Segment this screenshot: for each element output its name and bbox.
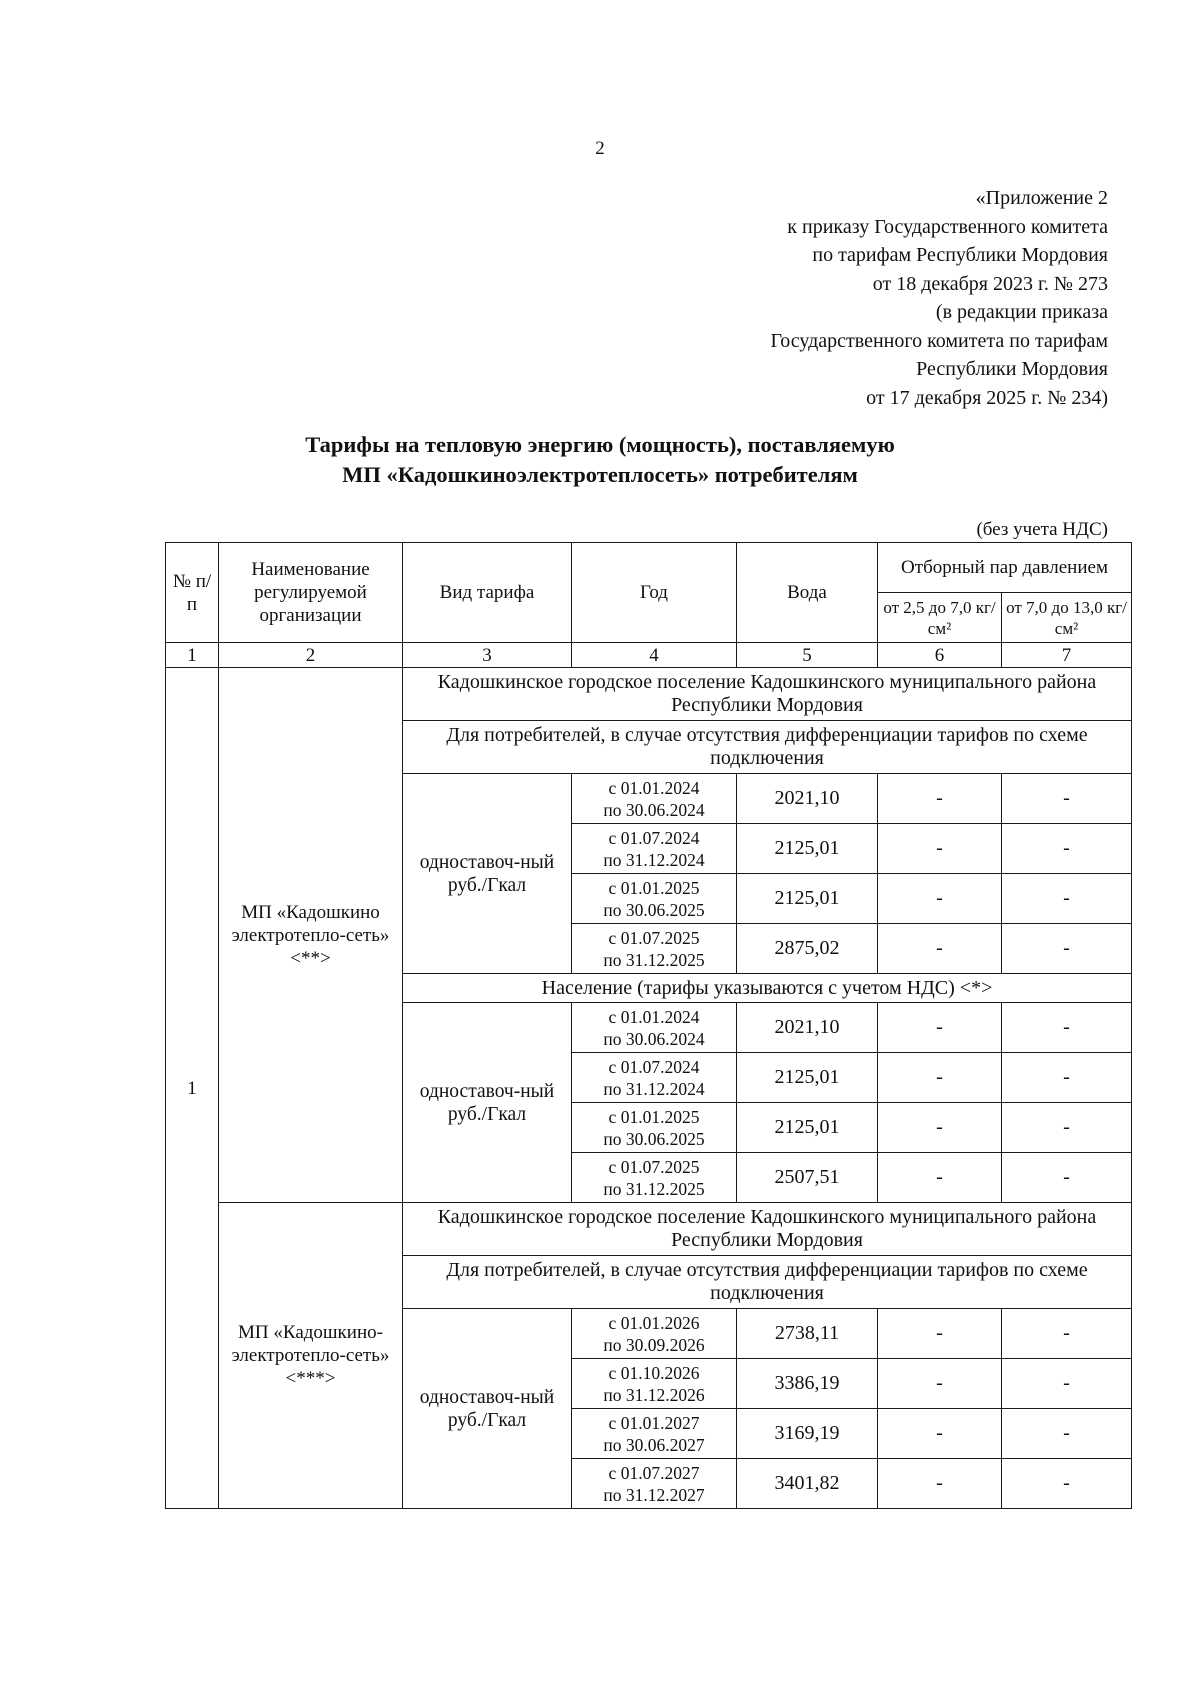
row-number: 1: [166, 668, 219, 1509]
steam-high-value: -: [1002, 1003, 1132, 1053]
header-steam-low: от 2,5 до 7,0 кг/см²: [878, 593, 1002, 643]
period-from: с 01.07.2024: [608, 827, 700, 848]
period-from: с 01.07.2025: [608, 1156, 700, 1177]
water-value: 2875,02: [737, 924, 878, 974]
period-from: с 01.01.2025: [608, 877, 700, 898]
water-value: 3401,82: [737, 1459, 878, 1509]
tariff-kind: одноставоч-ный руб./Гкал: [403, 1309, 572, 1509]
water-value: 2738,11: [737, 1309, 878, 1359]
approval-line: Государственного комитета по тарифам: [770, 329, 1108, 352]
header-steam-high: от 7,0 до 13,0 кг/см²: [1002, 593, 1132, 643]
period-cell: [572, 1153, 737, 1203]
steam-low-value: -: [878, 1053, 1002, 1103]
steam-low-value: -: [878, 1153, 1002, 1203]
header-water: Вода: [737, 543, 878, 643]
steam-high-value: -: [1002, 1053, 1132, 1103]
period-cell: [572, 1053, 737, 1103]
column-number: 5: [737, 643, 878, 668]
period-cell: [572, 1409, 737, 1459]
period-to: по 31.12.2027: [603, 1484, 705, 1505]
steam-low-value: -: [878, 1359, 1002, 1409]
steam-high-value: -: [1002, 1103, 1132, 1153]
period-to: по 30.06.2027: [603, 1434, 705, 1455]
steam-high-value: -: [1002, 1309, 1132, 1359]
header-org: Наименование регулируемой организации: [219, 543, 403, 643]
header-num: № п/п: [166, 543, 219, 643]
period-from: с 01.01.2024: [608, 777, 700, 798]
period-cell: [572, 924, 737, 974]
period-to: по 31.12.2025: [603, 1178, 705, 1199]
column-number: 4: [572, 643, 737, 668]
steam-high-value: -: [1002, 1409, 1132, 1459]
steam-low-value: -: [878, 1103, 1002, 1153]
period-cell: [572, 1103, 737, 1153]
title-line-2: МП «Кадошкиноэлектротеплосеть» потребителям: [342, 462, 858, 487]
steam-high-value: -: [1002, 774, 1132, 824]
population-label: Население (тарифы указываются с учетом НДС) <*>: [403, 974, 1132, 1003]
vat-note: (без учета НДС): [976, 519, 1108, 540]
steam-low-value: -: [878, 924, 1002, 974]
period-from: с 01.01.2025: [608, 1106, 700, 1127]
period-to: по 31.12.2025: [603, 949, 705, 970]
period-from: с 01.01.2026: [608, 1312, 700, 1333]
territory-label: Кадошкинское городское поселение Кадошкинского муниципального района Республики Мордовия: [403, 668, 1132, 721]
steam-low-value: -: [878, 874, 1002, 924]
period-to: по 31.12.2026: [603, 1384, 705, 1405]
water-value: 3169,19: [737, 1409, 878, 1459]
period-cell: [572, 874, 737, 924]
territory-label: Кадошкинское городское поселение Кадошкинского муниципального района Республики Мордовия: [403, 1203, 1132, 1256]
approval-line: Республики Мордовия: [916, 358, 1108, 380]
period-cell: [572, 1359, 737, 1409]
title-line-1: Тарифы на тепловую энергию (мощность), поставляемую: [305, 432, 895, 457]
water-value: 2507,51: [737, 1153, 878, 1203]
approval-line: от 17 декабря 2025 г. № 234): [866, 386, 1108, 409]
period-to: по 30.06.2024: [603, 799, 705, 820]
column-number: 3: [403, 643, 572, 668]
period-to: по 30.06.2025: [603, 899, 705, 920]
period-from: с 01.01.2027: [608, 1412, 700, 1433]
period-to: по 31.12.2024: [603, 849, 705, 870]
steam-low-value: -: [878, 774, 1002, 824]
steam-low-value: -: [878, 1409, 1002, 1459]
period-cell: [572, 1003, 737, 1053]
column-number: 6: [878, 643, 1002, 668]
steam-high-value: -: [1002, 1359, 1132, 1409]
period-to: по 30.06.2025: [603, 1128, 705, 1149]
water-value: 2021,10: [737, 1003, 878, 1053]
approval-line: (в редакции приказа: [935, 301, 1108, 323]
period-cell: [572, 1309, 737, 1359]
period-cell: [572, 1459, 737, 1509]
approval-line: к приказу Государственного комитета: [787, 215, 1108, 238]
column-number: 7: [1002, 643, 1132, 668]
steam-low-value: -: [878, 1309, 1002, 1359]
steam-low-value: -: [878, 1459, 1002, 1509]
period-from: с 01.07.2024: [608, 1056, 700, 1077]
water-value: 2125,01: [737, 824, 878, 874]
period-to: по 31.12.2024: [603, 1078, 705, 1099]
org-name-2: МП «Кадошкино-электротепло-сеть» <***>: [219, 1203, 403, 1509]
approval-line: «Приложение 2: [975, 187, 1108, 209]
column-number: 2: [219, 643, 403, 668]
column-number: 1: [166, 643, 219, 668]
period-from: с 01.01.2024: [608, 1006, 700, 1027]
approval-block: [770, 184, 1108, 412]
org-name-1: МП «Кадошкино электротепло-сеть» <**>: [219, 668, 403, 1203]
header-year: Год: [572, 543, 737, 643]
period-to: по 30.09.2026: [603, 1334, 705, 1355]
approval-line: от 18 декабря 2023 г. № 273: [872, 272, 1108, 295]
period-from: с 01.07.2025: [608, 927, 700, 948]
period-from: с 01.10.2026: [608, 1362, 700, 1383]
steam-high-value: -: [1002, 874, 1132, 924]
tariff-table: [165, 542, 1132, 1509]
period-from: с 01.07.2027: [608, 1462, 700, 1483]
steam-low-value: -: [878, 1003, 1002, 1053]
page-number: 2: [595, 138, 605, 159]
steam-high-value: -: [1002, 924, 1132, 974]
period-to: по 30.06.2024: [603, 1028, 705, 1049]
water-value: 2125,01: [737, 1103, 878, 1153]
consumers-label: Для потребителей, в случае отсутствия дифференциации тарифов по схеме подключения: [403, 1256, 1132, 1309]
approval-line: по тарифам Республики Мордовия: [812, 244, 1108, 266]
tariff-kind: одноставоч-ный руб./Гкал: [403, 774, 572, 974]
period-cell: [572, 774, 737, 824]
period-cell: [572, 824, 737, 874]
steam-high-value: -: [1002, 824, 1132, 874]
consumers-label: Для потребителей, в случае отсутствия дифференциации тарифов по схеме подключения: [403, 721, 1132, 774]
steam-low-value: -: [878, 824, 1002, 874]
steam-high-value: -: [1002, 1153, 1132, 1203]
header-tariff-type: Вид тарифа: [403, 543, 572, 643]
steam-high-value: -: [1002, 1459, 1132, 1509]
document-title: [0, 430, 1200, 490]
water-value: 2125,01: [737, 1053, 878, 1103]
water-value: 2021,10: [737, 774, 878, 824]
water-value: 3386,19: [737, 1359, 878, 1409]
header-steam: Отборный пар давлением: [878, 543, 1132, 593]
water-value: 2125,01: [737, 874, 878, 924]
tariff-kind: одноставоч-ный руб./Гкал: [403, 1003, 572, 1203]
